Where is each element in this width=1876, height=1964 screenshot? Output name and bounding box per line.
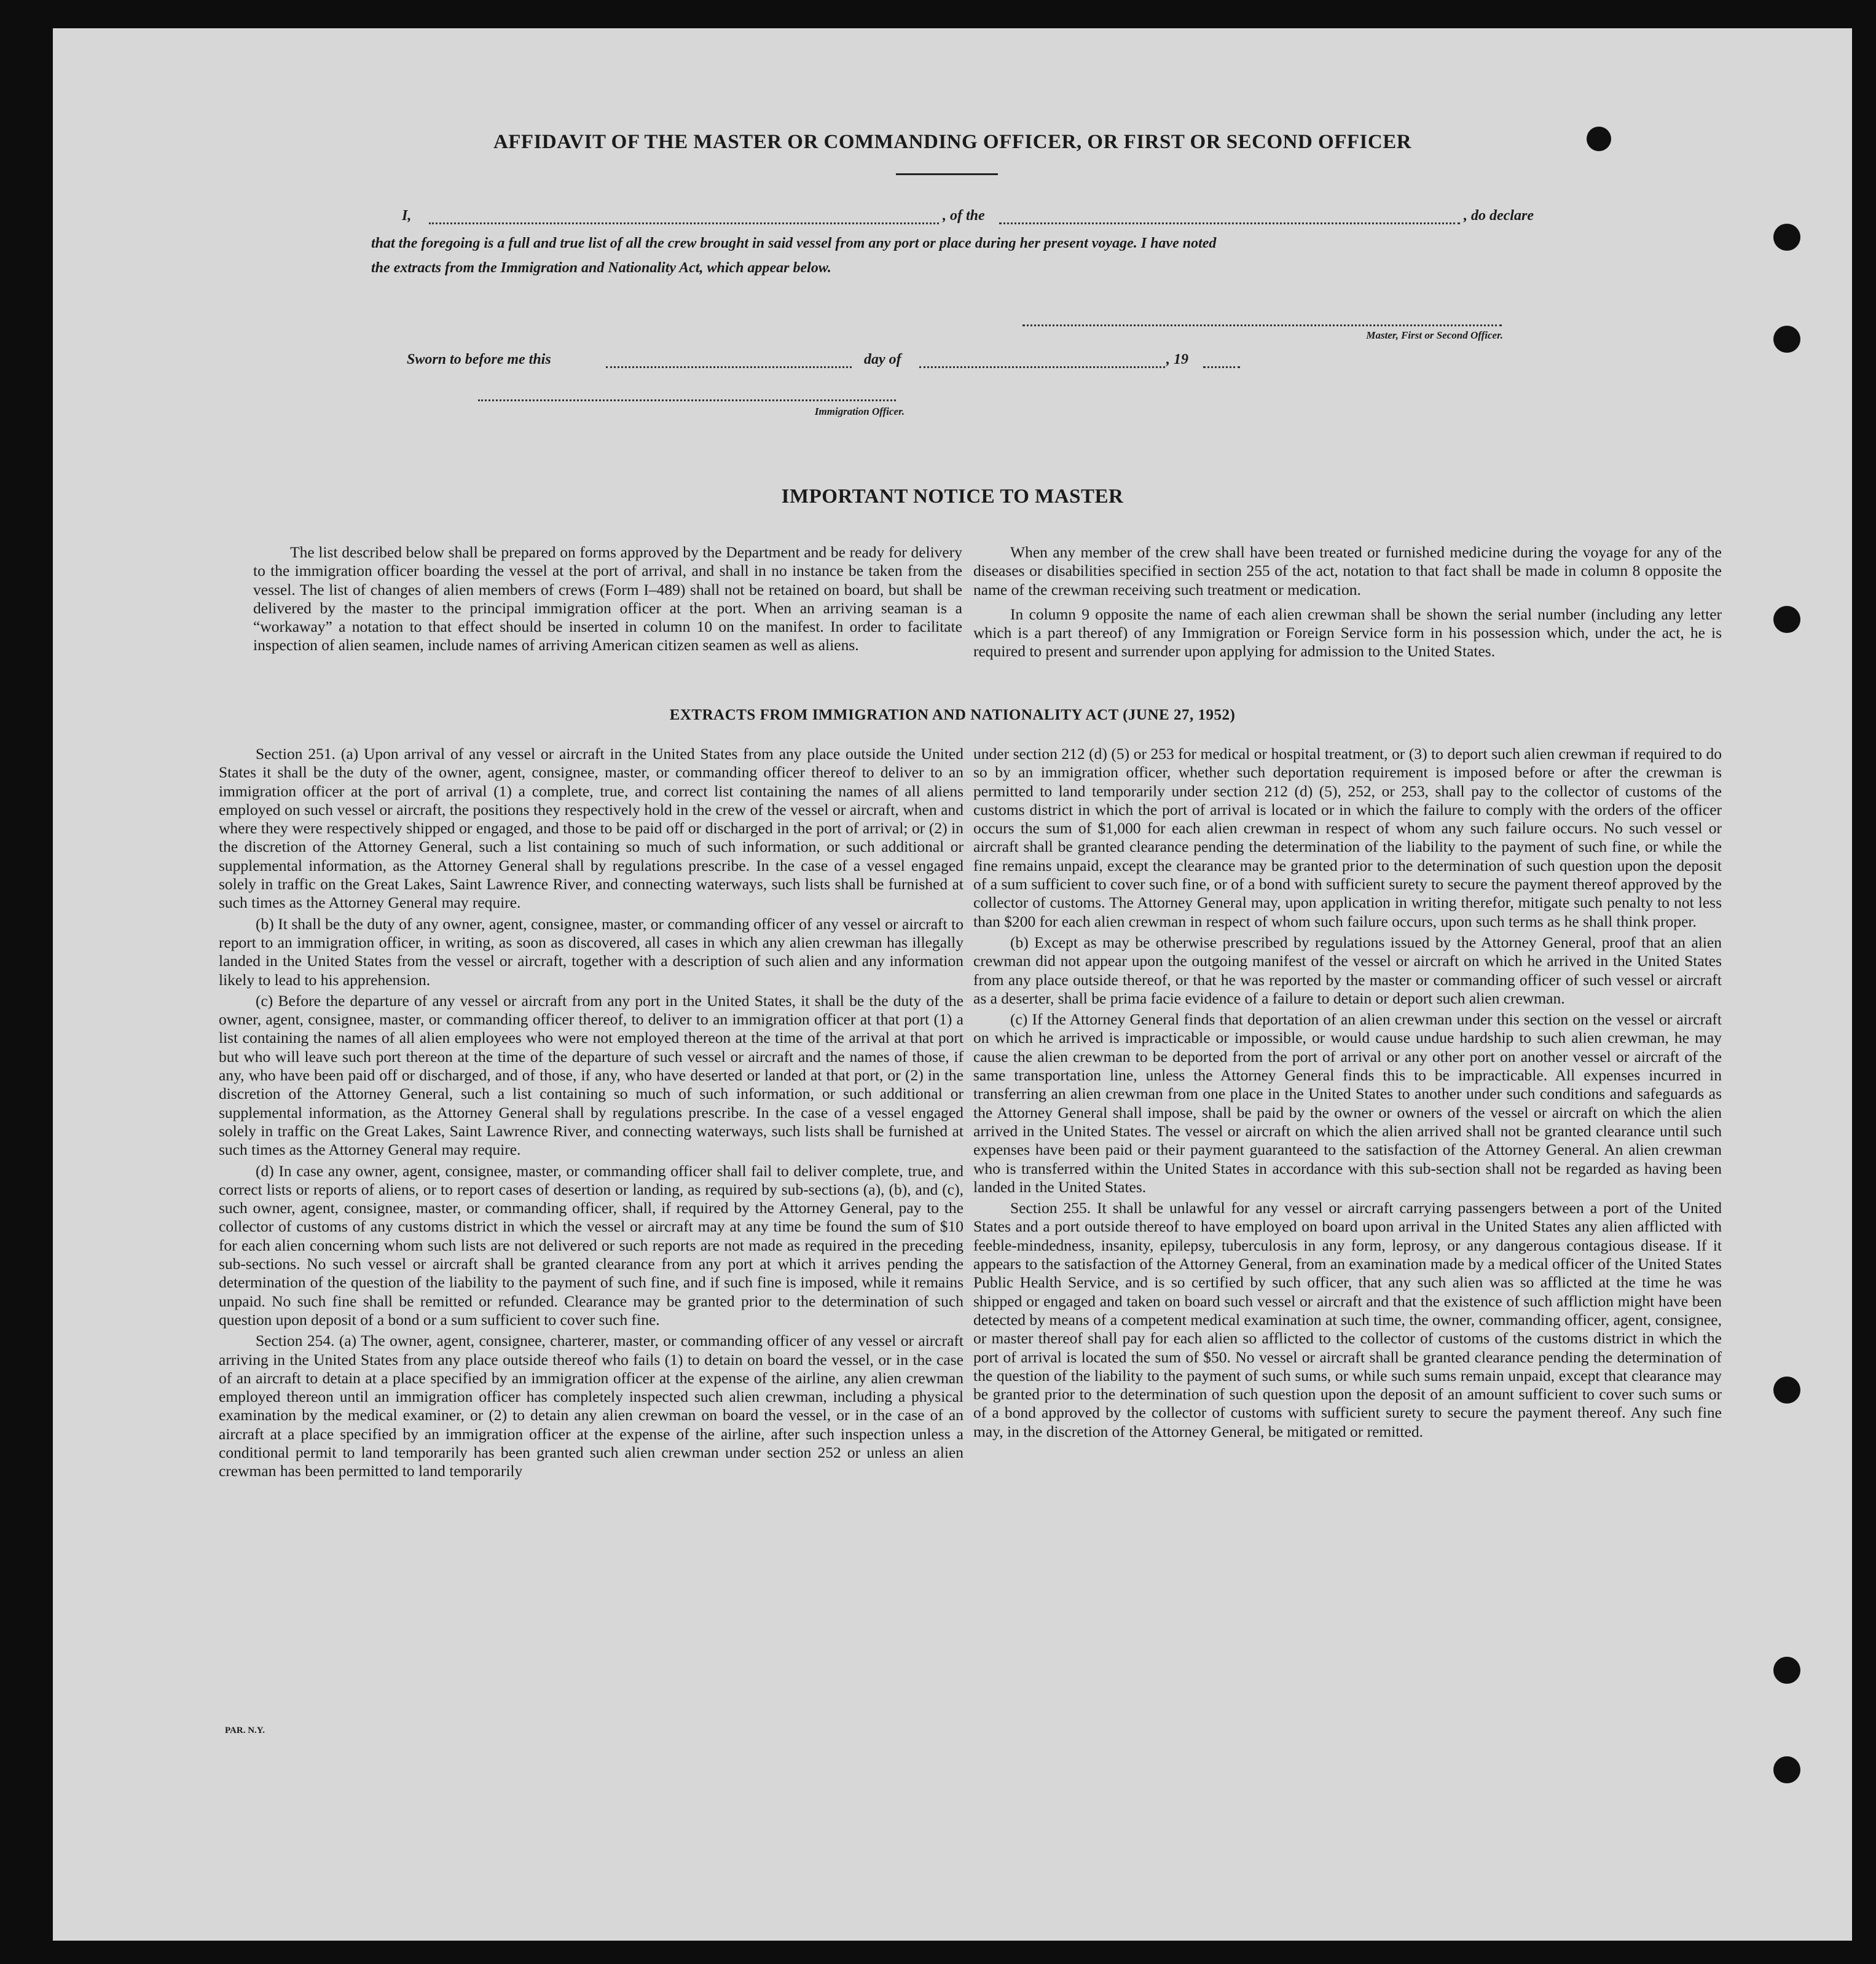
- section-251-c: (c) Before the departure of any vessel or aircraft from any port in the United States, it shall be the duty of the owner, agent, consignee, master, or commanding officer thereof, to deliver to an immigration officer at that port (1) a list containing the names of all alien employees who were not employed thereon at the time of the arrival at that port but who will leave such port thereon at the time of the departure of such vessel or aircraft and the names of those, if any, who have been paid off or discharged, and of those, if any, who have deserted or landed at that port, or (2) in the discretion of the Attorney General, such a list containing so much of such information, or such additional or supplemental information, as the Attorney General shall by regulations prescribe. In the case of a vessel engaged solely in traffic on the Great Lakes, Saint Lawrence River, and connecting waterways, such lists shall be furnished at such times as the Attorney General may require.: [219, 991, 964, 1159]
- declaration-i-label: I,: [402, 208, 412, 224]
- notice-right-paragraph-1: When any member of the crew shall have been treated or furnished medicine during the voyage for any of the diseases or disabilities specified in section 255 of the act, notation to that fact shall be made in column 8 opposite the name of the crewman receiving such treatment or medication.: [973, 543, 1722, 599]
- punch-hole-2: [1773, 326, 1800, 353]
- title-underline: [896, 173, 998, 175]
- extracts-left-column: [219, 745, 964, 1481]
- vessel-blank-line: [999, 222, 1460, 224]
- master-signature-line: [1022, 324, 1502, 326]
- notice-left-column: [253, 543, 962, 655]
- section-254-c: (c) If the Attorney General finds that deportation of an alien crewman under this section on the vessel or aircraft on which he arrived is impracticable or impossible, or would cause undue hardship to such alien crewman, he may cause the alien crewman to be deported from the port of arrival or any other port on another vessel or aircraft of the same transportation line, unless the Attorney General finds this to be impracticable. All expenses incurred in transferring an alien crewman from one place in the United States to another under such conditions and safeguards as the Attorney General shall impose, shall be paid by the owner or owners of the vessel or aircraft on which the alien arrived in the United States. The vessel or aircraft on which the alien arrived shall not be granted clearance until such expenses have been paid or their payment guaranteed to the satisfaction of the Attorney General. An alien crewman who is transferred within the United States in accordance with this sub-section shall not be regarded as having been landed in the United States.: [973, 1010, 1722, 1196]
- affidavit-statement-line-1: that the foregoing is a full and true list of all the crew brought in said vessel from any port or place during her present voyage. I have noted: [371, 235, 1217, 251]
- name-blank-line: [429, 222, 939, 224]
- affidavit-title: AFFIDAVIT OF THE MASTER OR COMMANDING OFFICER, OR FIRST OR SECOND OFFICER: [493, 131, 1412, 153]
- punch-hole-6: [1773, 1756, 1800, 1783]
- extracts-title: EXTRACTS FROM IMMIGRATION AND NATIONALITY ACT (JUNE 27, 1952): [669, 707, 1236, 723]
- notice-title: IMPORTANT NOTICE TO MASTER: [781, 485, 1124, 508]
- sworn-year-label: , 19: [1166, 352, 1188, 367]
- sworn-day-of-label: day of: [864, 352, 901, 367]
- sworn-month-blank-line: [919, 366, 1165, 368]
- punch-hole-5: [1773, 1657, 1800, 1684]
- section-251-a: Section 251. (a) Upon arrival of any vessel or aircraft in the United States from any place outside the United States it shall be the duty of the owner, agent, consignee, master, or commanding officer thereof to deliver to an immigration officer at the port of arrival (1) a complete, true, and correct list containing the names of all aliens employed on such vessel or aircraft, the positions they respectively hold in the crew of the vessel or aircraft, when and where they were respectively shipped or engaged, and those to be paid off or discharged in the port of arrival; or (2) in the discretion of the Attorney General, such a list containing so much of such information, or such additional or supplemental information, as the Attorney General shall by regulations prescribe. In the case of a vessel engaged solely in traffic on the Great Lakes, Saint Lawrence River, and connecting waterways, such lists shall be furnished at such times as the Attorney General may require.: [219, 745, 964, 912]
- sworn-prefix: Sworn to before me this: [407, 352, 551, 367]
- sworn-day-blank-line: [606, 366, 852, 368]
- section-254-a: Section 254. (a) The owner, agent, consignee, charterer, master, or commanding officer of any vessel or aircraft arriving in the United States from any place outside thereof who fails (1) to detain on board the vessel, or in the case of an aircraft to detain at a place specified by an immigration officer at the expense of the airline, any alien crewman employed thereon until an immigration officer has completely inspected such alien crewman, including a physical examination by the medical examiner, or (2) to detain any alien crewman on board the vessel, or in the case of an aircraft at a place specified by an immigration officer at the expense of the airline, after such inspection unless a conditional permit to land temporarily has been granted such alien crewman under section 252 or unless an alien crewman has been permitted to land temporarily: [219, 1332, 964, 1480]
- notice-right-paragraph-2: In column 9 opposite the name of each alien crewman shall be shown the serial number (including any letter which is a part thereof) of any Immigration or Foreign Service form in his possession which, under the act, he is required to present and surrender upon applying for admission to the United States.: [973, 605, 1722, 661]
- declaration-do-declare-label: , do declare: [1464, 208, 1534, 224]
- section-254-b: (b) Except as may be otherwise prescribed by regulations issued by the Attorney General, proof that an alien crewman did not appear upon the outgoing manifest of the vessel or aircraft on which he arrived in the United States from any place outside thereof, or that he was reported by the master or commanding officer of such vessel or aircraft as a deserter, shall be prima facie evidence of a failure to detain or deport such alien crewman.: [973, 933, 1722, 1007]
- section-251-b: (b) It shall be the duty of any owner, agent, consignee, master, or commanding officer of any vessel or aircraft to report to an immigration officer, in writing, as soon as discovered, all cases in which any alien crewman has illegally landed in the United States from the vessel or aircraft, together with a description of such alien and any information likely to lead to his apprehension.: [219, 914, 964, 989]
- printer-code: PAR. N.Y.: [225, 1726, 265, 1735]
- declaration-of-the-label: , of the: [943, 208, 985, 224]
- document-page: [53, 28, 1852, 1941]
- immigration-officer-signature-line: [478, 399, 896, 401]
- punch-hole-1: [1773, 224, 1800, 251]
- affidavit-statement-line-2: the extracts from the Immigration and Nationality Act, which appear below.: [371, 260, 831, 276]
- section-251-d: (d) In case any owner, agent, consignee, master, or commanding officer shall fail to deliver complete, true, and correct lists or reports of aliens, or to report cases of desertion or landing, as required by sub-sections (a), (b), and (c), such owner, agent, consignee, master, or commanding officer, shall, if required by the Attorney General, pay to the collector of customs of any customs district in which the vessel or aircraft may at any time be found the sum of $10 for each alien concerning whom such lists are not delivered or such reports are not made as required in the preceding sub-sections. No such vessel or aircraft shall be granted clearance from any port at which it arrives pending the determination of the question of the liability to the payment of such fine, and if such fine is imposed, while it remains unpaid. No such fine shall be remitted or refunded. Clearance may be granted prior to the determination of such question upon deposit of a bond or a sum sufficient to cover such fine.: [219, 1161, 964, 1329]
- notice-right-column: [973, 543, 1722, 661]
- punch-hole-top: [1587, 127, 1611, 151]
- section-254-a-continued: under section 212 (d) (5) or 253 for medical or hospital treatment, or (3) to deport such alien crewman if required to do so by an immigration officer, whether such deportation requirement is imposed before or after the crewman is permitted to land temporarily under section 212 (d) (5), 252, or 253, shall pay to the collector of customs of the customs district in which the port of arrival is located or in which the failure to comply with the orders of the officer occurs the sum of $1,000 for each alien crewman in respect of whom any such failure occurs. No such vessel or aircraft shall be granted clearance pending the determination of the liability to the payment of such fine, or while the fine remains unpaid, except the clearance may be granted prior to the determination of such question upon the deposit of a sum sufficient to cover such fine, or of a bond with sufficient surety to secure the payment thereof approved by the collector of customs. The Attorney General may, upon application in writing therefor, mitigate such penalty to not less than $200 for each alien crewman in respect of whom such failure occurs, upon such terms as he shall think proper.: [973, 745, 1722, 930]
- extracts-right-column: [973, 745, 1722, 1441]
- punch-hole-4: [1773, 1377, 1800, 1404]
- section-255: Section 255. It shall be unlawful for any vessel or aircraft carrying passengers between a port of the United States and a port outside thereof to have employed on board upon arrival in the United States any alien afflicted with feeble-mindedness, insanity, epilepsy, tuberculosis in any form, leprosy, or any dangerous contagious disease. If it appears to the satisfaction of the Attorney General, from an examination made by a medical officer of the United States Public Health Service, and is so certified by such officer, that any such alien was so afflicted at the time he was shipped or engaged and taken on board such vessel or aircraft and that the existence of such affliction might have been detected by means of a competent medical examination at such time, the owner, commanding officer, agent, consignee, or master thereof shall pay for each alien so afflicted to the collector of customs of the customs district in which the port of arrival is located the sum of $50. No vessel or aircraft shall be granted clearance pending the determination of the question of the liability to the payment of such sums, or while such sums remain unpaid, except that clearance may be granted prior to the determination of such question upon the deposit of an amount sufficient to cover such sums or of a bond approved by the collector of customs with sufficient surety to secure the payment thereof. Any such fine may, in the discretion of the Attorney General, be mitigated or remitted.: [973, 1199, 1722, 1440]
- immigration-officer-label: Immigration Officer.: [814, 406, 905, 417]
- punch-hole-3: [1773, 606, 1800, 633]
- master-signature-label: Master, First or Second Officer.: [1366, 329, 1503, 341]
- sworn-year-blank-line: [1203, 366, 1240, 368]
- notice-left-paragraph: The list described below shall be prepared on forms approved by the Department and be ready for delivery to the immigration officer boarding the vessel at the port of arrival, and shall in no instance be taken from the vessel. The list of changes of alien members of crews (Form I–489) shall not be retained on board, but shall be delivered by the master to the principal immigration officer at the port. When an arriving seaman is a “workaway” a notation to that effect should be inserted in column 10 on the manifest. In order to facilitate inspection of alien seamen, include names of arriving American citizen seamen as well as aliens.: [253, 543, 962, 654]
